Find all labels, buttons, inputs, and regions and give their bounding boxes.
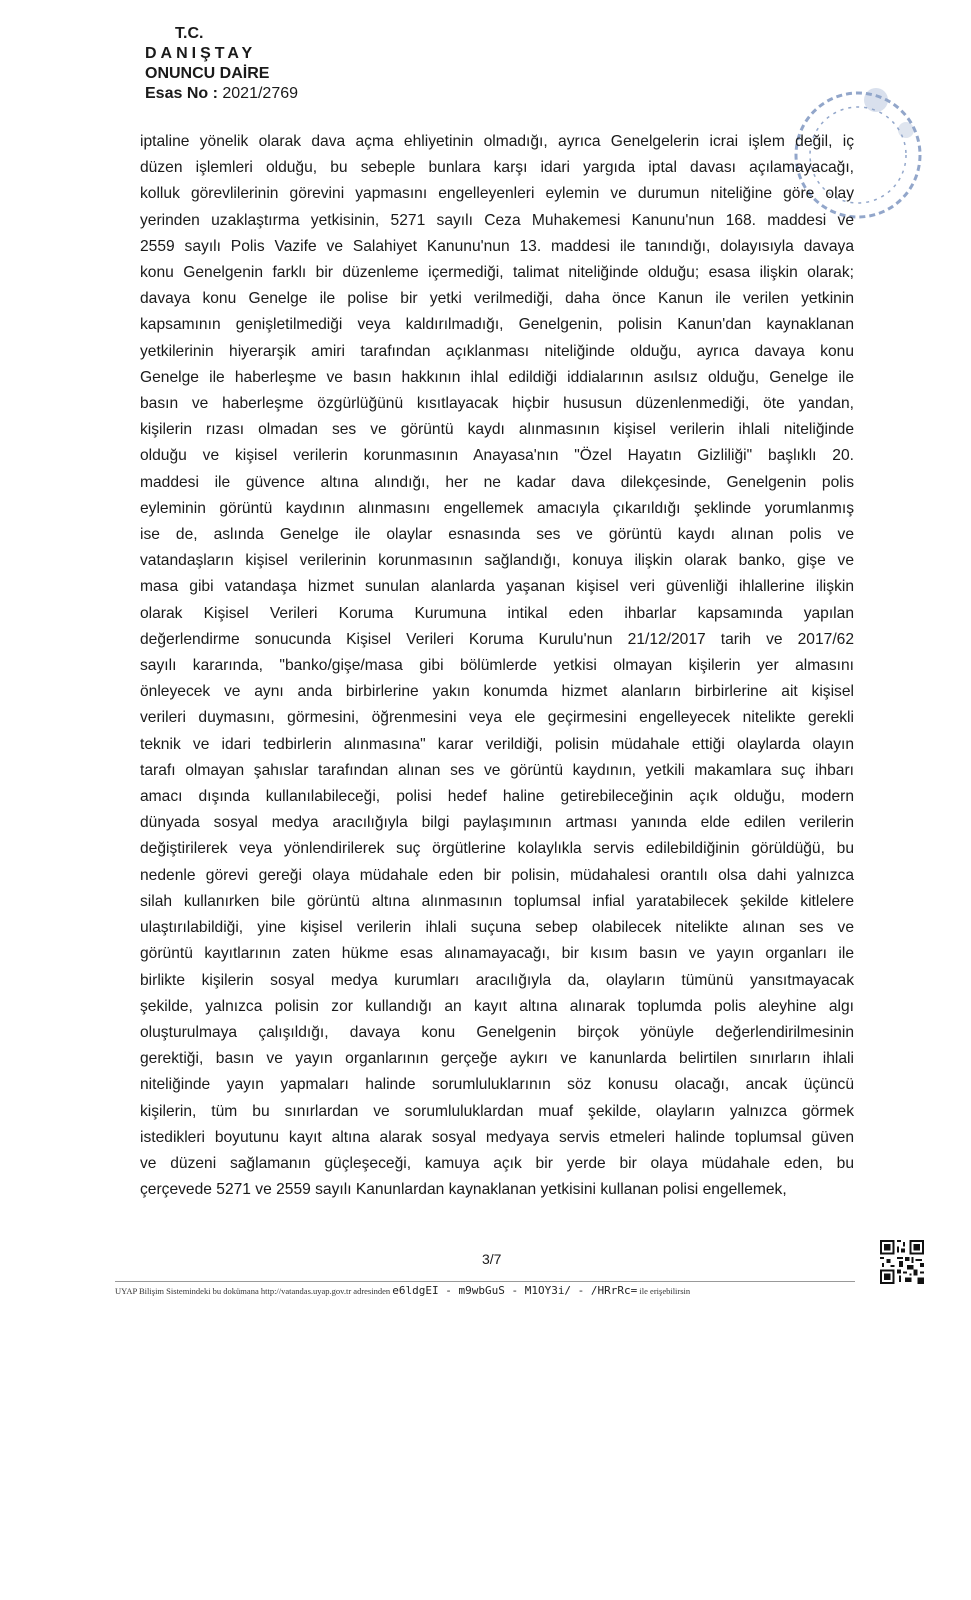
- body-line: niteliğinde yayın yapmaları halinde sorumluluklarının söz konusu olacağı, ancak üçüncü: [140, 1076, 854, 1094]
- document-header: [145, 24, 298, 104]
- body-line: kişilerin, tüm bu sınırlardan ve sorumluluklardan muaf şekilde, olayların yalnızca görmek: [140, 1102, 854, 1120]
- body-line: kapsamının genişletilmediği veya kaldırılmadığı, Genelgenin, polisin Kanun'dan kaynaklanan: [140, 316, 854, 334]
- body-line: dünyada sosyal medya aracılığıyla bilgi paylaşımının artması yanında elde edilen verilerin: [140, 814, 854, 832]
- body-line: birlikte kişilerin sosyal medya kurumları aracılığıyla da, olayların tümünü yansıtmayacak: [140, 971, 854, 989]
- body-line: çerçevede 5271 ve 2559 sayılı Kanunlardan kaynaklanan yetkisini kullanan polisi engellemek,: [140, 1181, 787, 1199]
- body-line: Genelge ile haberleşme ve basın hakkının ihlal edildiği iddialarının asılsız olduğu, Genelge ile: [140, 368, 854, 386]
- footer-divider: [115, 1281, 855, 1282]
- body-line: şekilde, yalnızca polisin zor kullandığı an kayıt altına alınarak toplumda polis aleyhine algı: [140, 997, 854, 1015]
- body-line: sayılı kararında, "banko/gişe/masa gibi bölümlerde yetkisi olmayan kişilerin yer almasını: [140, 657, 854, 675]
- body-line: görüntü kayıtlarının zaten hükme esas alınamayacağı, bir kısım basın ve yayın organları ile: [140, 945, 854, 963]
- body-line: ulaştırılabildiği, yine kişisel verilerin ihlali suçuna sebep olabilecek nitelikte alınan ses ve: [140, 919, 854, 937]
- page-number: 3/7: [482, 1251, 502, 1267]
- case-number: [145, 84, 298, 104]
- body-line: nedenle görevi gereği olaya müdahale eden bir polisin, müdahalesi orantılı olsa dahi yalnızca: [140, 866, 854, 884]
- body-line: değiştirilerek veya yönlendirilerek suç örgütlerine kolaylıkla servis edilebildiğinin görüldüğü, bu: [140, 840, 854, 858]
- court-name: DANIŞTAY: [145, 45, 257, 62]
- body-line: maddesi ile güvence altına alındığı, her ne kadar dava dilekçesinde, Genelgenin polis: [140, 473, 854, 491]
- verification-code: e6ldgEI - m9wbGuS - M1OY3i/ - /HRrRc=: [392, 1284, 638, 1297]
- document-body: [140, 129, 854, 1203]
- case-number-value: 2021/2769: [222, 85, 299, 102]
- body-line: konu Genelgenin farklı bir düzenleme içermediği, talimat niteliğinde olduğu; esasa ilişkin olarak;: [140, 264, 854, 282]
- body-line: vatandaşların kişisel verilerinin korunmasının sağlandığı, konuya ilişkin olarak banko, gişe ve: [140, 552, 854, 570]
- case-number-label: Esas No :: [145, 85, 218, 102]
- body-line: olduğu ve kişisel verilerin korunmasının Anayasa'nın "Özel Hayatın Gizliliği" başlıklı 20.: [140, 447, 854, 465]
- body-line: gerektiği, basın ve yayın organlarının gerçeğe aykırı ve kanunlarda belirtilen sınırların ihlali: [140, 1050, 854, 1068]
- body-line: tarafı olmayan şahıslar tarafından alınan ses ve görüntü kaydının, yetkili makamlara suç ihbarı: [140, 761, 854, 779]
- body-line: önleyecek ve aynı anda birbirlerine yakın konumda hizmet alanların birbirlerine ait kişisel: [140, 683, 854, 701]
- footer-suffix: ile erişebilirsin: [639, 1286, 691, 1296]
- body-line: 2559 sayılı Polis Vazife ve Salahiyet Kanunu'nun 13. maddesi ile tanındığı, dolayısıyla davaya: [140, 237, 854, 255]
- body-line: ve düzeni sağlamanın güçleşeceği, kamuya açık bir yerde bir olaya müdahale eden, bu: [140, 1154, 854, 1172]
- body-line: kolluk görevlilerinin görevini yapmasını engelleyenleri eylemin ve durumun niteliğine göre olay: [140, 185, 854, 203]
- body-line: davaya konu Genelge ile polise bir yetki verilmediği, daha önce Kanun ile verilen yetkinin: [140, 290, 854, 308]
- body-line: amacı dışında kullanılabileceği, polisi hedef haline getirebileceğinin açık olduğu, modern: [140, 788, 854, 806]
- body-line: teknik ve idari tedbirlerin alınmasına" karar verildiği, polisin müdahale ettiği olaylarda olayın: [140, 735, 854, 753]
- body-line: kişilerin rızası olmadan ses ve görüntü kaydı alınmasının kişisel verilerin ihlali niteliğinde: [140, 421, 854, 439]
- footer-verification: [115, 1284, 855, 1297]
- body-line: olarak Kişisel Verileri Koruma Kurumuna intikal eden ihbarlar kapsamında yapılan: [140, 604, 854, 622]
- qr-code-icon: [880, 1240, 924, 1284]
- body-line: değerlendirme sonucunda Kişisel Verileri Koruma Kurulu'nun 21/12/2017 tarih ve 2017/62: [140, 630, 854, 648]
- body-line: istedikleri boyutunu kayıt altına alarak sosyal medyaya servis etmeleri halinde toplumsal güven: [140, 1128, 854, 1146]
- body-line: oluşturulmaya çalışıldığı, davaya konu Genelgenin birçok yönüyle değerlendirilmesinin: [140, 1023, 854, 1041]
- chamber-name: ONUNCU DAİRE: [145, 65, 270, 82]
- body-line: iptaline yönelik olarak dava açma ehliyetinin olmadığı, ayrıca Genelgelerin icrai işlem değil, iç: [140, 133, 854, 150]
- footer-prefix: UYAP Bilişim Sistemindeki bu dokümana http://vatandas.uyap.gov.tr adresinden: [115, 1286, 391, 1296]
- body-line: verileri duymasını, görmesini, öğrenmesini veya ele geçirmesini engelleyecek nitelikte gerekli: [140, 709, 854, 727]
- republic-abbrev: T.C.: [175, 25, 204, 42]
- body-line: düzen işlemleri olduğu, bu sebeple bunlara karşı idari yargıda iptal davası açılamayacağı,: [140, 159, 854, 177]
- body-line: ise de, aslında Genelge ile olaylar esnasında ses ve görüntü kaydı alınan polis ve: [140, 526, 854, 544]
- body-line: eyleminin görüntü kaydının alınmasını engellemek amacıyla çıkarıldığı şeklinde yorumlanmış: [140, 499, 854, 517]
- body-line: basın ve haberleşme özgürlüğünü kısıtlayacak hiçbir hususun düzenlenmediği, öte yandan,: [140, 395, 854, 413]
- body-line: silah kullanırken bile görüntü altına alınmasının toplumsal infial yaratabilecek şekilde kitlelere: [140, 892, 854, 910]
- body-line: yerinden uzaklaştırma yetkisinin, 5271 sayılı Ceza Muhakemesi Kanunu'nun 168. maddesi ve: [140, 211, 854, 229]
- body-line: masa gibi vatandaşa hizmet sunulan alanlarda yaşanan kişisel veri güvenliği ihlallerine ilişkin: [140, 578, 854, 596]
- body-line: yetkilerinin hiyerarşik amiri tarafından açıklanması niteliğinde olduğu, ayrıca davaya konu: [140, 342, 854, 360]
